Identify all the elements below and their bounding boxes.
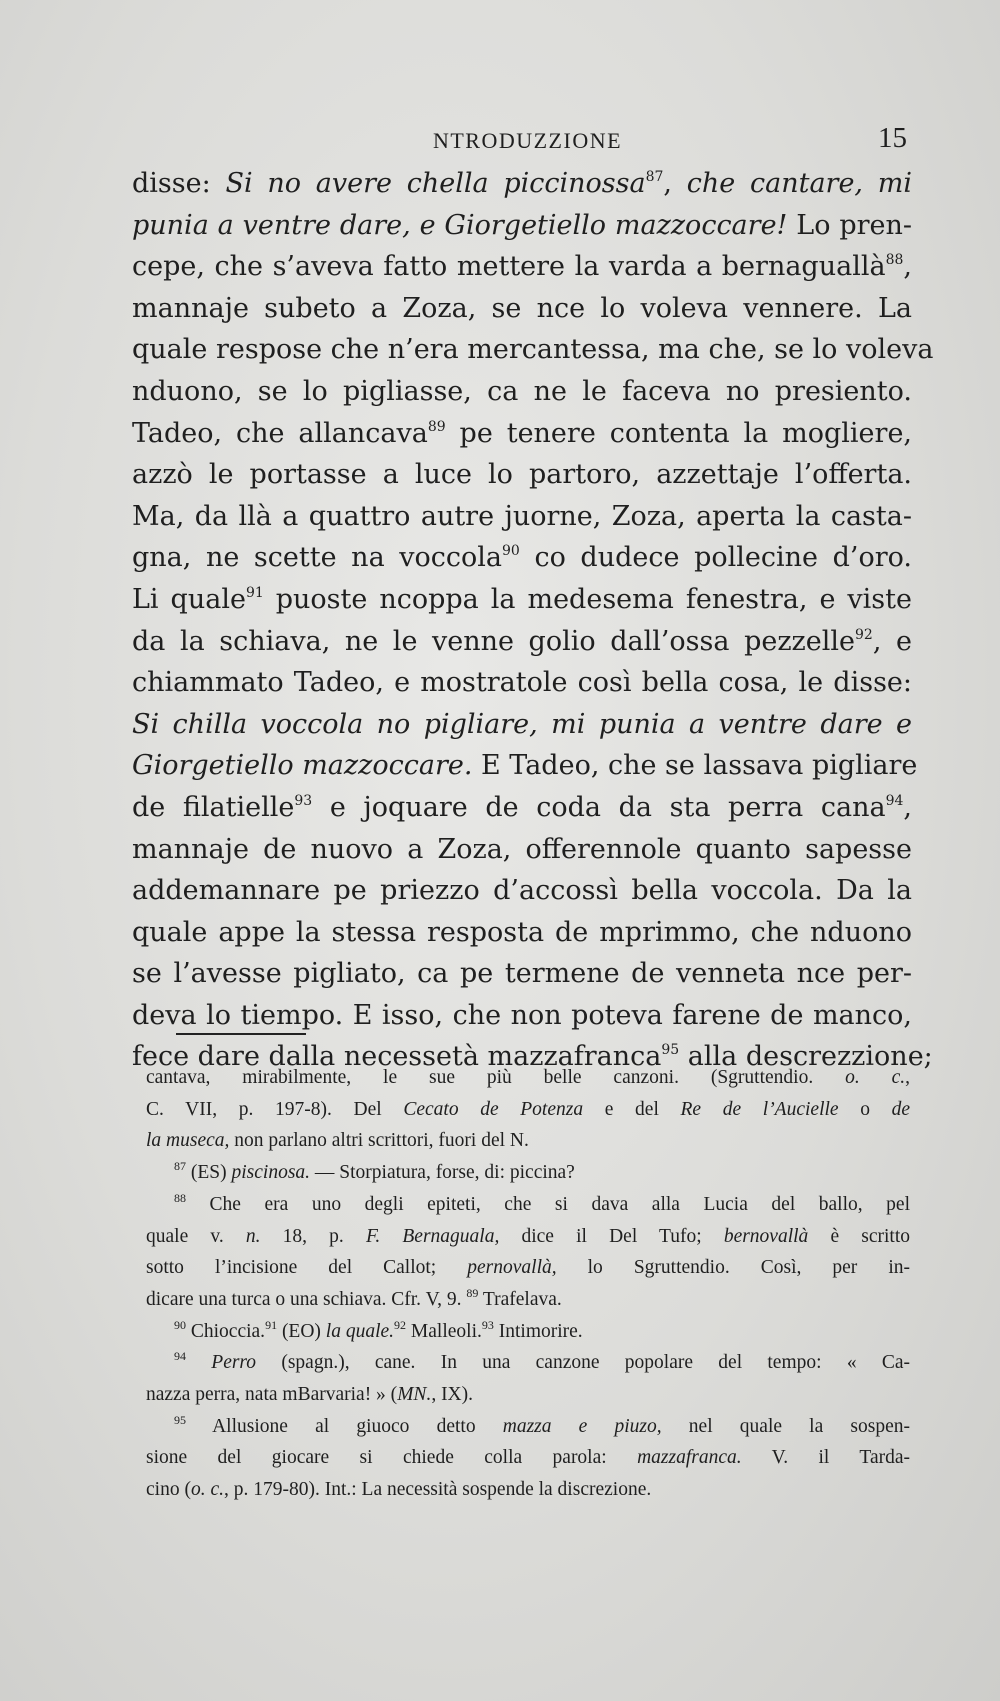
italic-text: F. Bernaguala, [365,1225,500,1247]
italic-text: MN. [397,1384,432,1406]
text-line [132,329,934,371]
note-marker: 95 [174,1412,186,1427]
text-run: , e [872,625,912,657]
text-line [132,787,912,829]
text-run: Che era uno degli epiteti, che si dava alla Lucia del ballo, pel [186,1193,910,1215]
italic-text: che cantare, mi [686,168,913,199]
text-line [132,995,912,1037]
text-run: , p. 179-80). Int.: La necessità sospende la discrezione. [223,1479,652,1501]
text-run: de filatielle [132,791,295,823]
italic-text: Re de l’Aucielle [680,1098,839,1120]
italic-text: bernovallà [723,1225,809,1247]
text-run: Li quale [132,583,246,615]
text-run: e del [583,1098,681,1120]
text-run: addemannare pe priezzo d’accossì bella voccola. Da la [132,875,912,907]
text-run: puoste ncoppa la medesema fenestra, e viste [263,583,912,615]
footnote-line [146,1347,910,1379]
italic-text: la museca, [146,1130,230,1152]
text-line [132,621,912,663]
note-marker: 92 [394,1317,407,1332]
note-marker: 91 [245,584,264,601]
text-line [132,579,912,621]
italic-text: pernovallà, [467,1257,557,1279]
italic-text: Perro [211,1352,257,1374]
note-marker: 88 [885,252,904,269]
text-run: se l’avesse pigliato, ca pe termene de venneta nce per- [132,958,912,990]
note-marker: 90 [174,1317,186,1332]
text-run: , [903,251,912,283]
italic-text: mazzafranca. [637,1447,742,1469]
text-line [132,662,912,704]
text-run: E Tadeo, che se lassava pigliare [472,750,918,782]
text-run: nduono, se lo pigliasse, ca ne le faceva no presiento. [132,375,912,407]
text-run: nazza perra, nata mBarvaria! » ( [146,1384,398,1406]
text-line [132,288,912,330]
footnote-line [146,1157,910,1189]
note-marker: 94 [885,792,904,809]
text-run: cepe, che s’aveva fatto mettere la varda a bernaguallà [132,251,886,283]
text-run: (EO) [277,1320,326,1342]
text-line [132,371,912,413]
text-run: nel quale la sospen- [661,1415,911,1437]
italic-text: Si no avere chella piccinossa [225,168,646,199]
footnote-line [146,1125,910,1157]
text-run: Tadeo, che allancava [132,417,428,449]
text-run: Trafelava. [478,1288,562,1310]
note-marker: 90 [502,543,520,560]
note-marker: 87 [174,1159,186,1174]
text-line [132,537,912,579]
note-marker: 91 [265,1317,278,1332]
body-text [132,163,934,1078]
text-run: Allusione al giuoco detto [186,1415,503,1437]
text-run: quale v. [146,1225,246,1247]
footnote-rule [176,1033,306,1035]
text-run: mannaje de nuovo a Zoza, offerennole quanto sapesse [132,833,912,865]
text-run: gna, ne scette na voccola [132,542,503,574]
footnote-line [146,1284,910,1316]
text-line [132,454,912,496]
text-run: , IX). [431,1384,474,1406]
text-run: , [905,1067,910,1088]
italic-text: mazza e piuzo, [502,1415,662,1437]
text-run: disse: [132,168,226,199]
text-run: e joquare de coda da sta perra cana [312,791,886,823]
italic-text: Cecato de Potenza [403,1098,584,1120]
text-run: dicare una turca o una schiava. Cfr. V, 9. [146,1288,467,1310]
text-line [132,953,912,995]
text-line [132,912,912,954]
footnote-line [146,1189,910,1221]
text-line [132,205,912,247]
text-run: o [838,1098,892,1120]
text-run: alla descrezzione; [679,1041,933,1073]
text-run: azzò le portasse a luce lo partoro, azzettaje l’offerta. [132,459,912,491]
text-line [132,704,912,746]
text-run: Lo pren- [787,209,913,241]
footnotes [146,1062,910,1506]
footnote-line [146,1474,910,1506]
text-run: pe tenere contenta la mogliere, [445,417,913,449]
note-marker: 89 [466,1285,479,1300]
text-run: (spagn.), cane. In una canzone popolare del tempo: « Ca- [256,1352,911,1374]
text-run: C. VII, p. 197-8). Del [146,1098,404,1120]
text-run: da la schiava, ne le venne golio dall’ossa pezzelle [132,625,856,657]
text-run: , [663,168,687,199]
text-run: co dudece pollecine d’oro. [519,542,912,574]
text-line [132,246,912,288]
text-run: cantava, mirabilmente, le sue più belle canzoni. (Sgruttendio. [146,1067,846,1088]
italic-text: punia a ventre dare, e Giorgetiello mazzoccare! [132,209,788,241]
text-run: lo Sgruttendio. Così, per in- [556,1257,910,1279]
text-run: Intimorire. [493,1320,583,1342]
text-run: dice il Del Tufo; [499,1225,724,1247]
note-marker: 89 [427,418,446,435]
text-run: non parlano altri scrittori, fuori del N. [229,1130,529,1152]
text-run: è scritto [808,1225,910,1247]
text-run: chiammato Tadeo, e mostratole così bella cosa, le disse: [132,667,912,699]
text-run: — Storpiatura, forse, di: piccina? [310,1162,575,1184]
italic-text: de [891,1098,911,1120]
running-head [140,122,915,162]
text-run: Chioccia. [186,1320,266,1342]
italic-text: Si chilla voccola no pigliare, mi punia a ventre dare e [132,708,912,740]
text-line [132,829,912,871]
italic-text: piscinosa. [231,1162,311,1184]
note-marker: 87 [645,169,664,185]
italic-text: Giorgetiello mazzoccare. [132,750,473,782]
text-run: deva lo tiempo. E isso, che non poteva farene de manco, [132,999,912,1031]
text-run: quale respose che n’era mercantessa, ma che, se lo voleva [132,334,934,366]
text-line [132,413,912,455]
text-run: , [903,791,912,823]
footnote-line [146,1094,910,1126]
italic-text: la quale. [325,1320,395,1342]
text-run: sotto l’incisione del Callot; [146,1257,468,1279]
italic-text: n. [245,1225,261,1247]
note-marker: 95 [661,1042,680,1059]
text-run: cino ( [146,1479,191,1501]
text-run [186,1352,211,1373]
running-title: NTRODUZZIONE [432,128,623,153]
text-run: sione del giocare si chiede colla parola: [146,1447,638,1469]
note-marker: 93 [294,792,313,809]
note-marker: 93 [481,1317,494,1332]
italic-text: o. c. [190,1479,224,1501]
footnote-line [146,1442,910,1474]
footnote-line [146,1316,910,1348]
text-line [132,870,912,912]
text-line [132,745,918,787]
note-marker: 92 [855,626,873,643]
text-run: (ES) [186,1162,232,1184]
footnote-line [146,1252,910,1284]
text-line [132,496,912,538]
text-run: V. il Tarda- [741,1447,910,1469]
page-number: 15 [878,122,907,154]
text-run: fece dare dalla necessetà mazzafranca [132,1041,662,1073]
text-run: 18, p. [260,1225,366,1247]
footnote-line [146,1379,910,1411]
footnote-line [146,1411,910,1443]
footnote-line [146,1221,910,1253]
note-marker: 94 [174,1349,186,1364]
text-line [132,163,912,205]
text-run: Ma, da llà a quattro autre juorne, Zoza, aperta la casta- [132,500,912,532]
italic-text: o. c. [845,1067,906,1088]
text-run: Malleoli. [406,1320,482,1342]
text-run: quale appe la stessa resposta de mprimmo, che nduono [132,916,912,948]
footnote-line [146,1062,910,1094]
text-run: mannaje subeto a Zoza, se nce lo voleva vennere. La [132,292,912,324]
note-marker: 88 [174,1190,186,1205]
